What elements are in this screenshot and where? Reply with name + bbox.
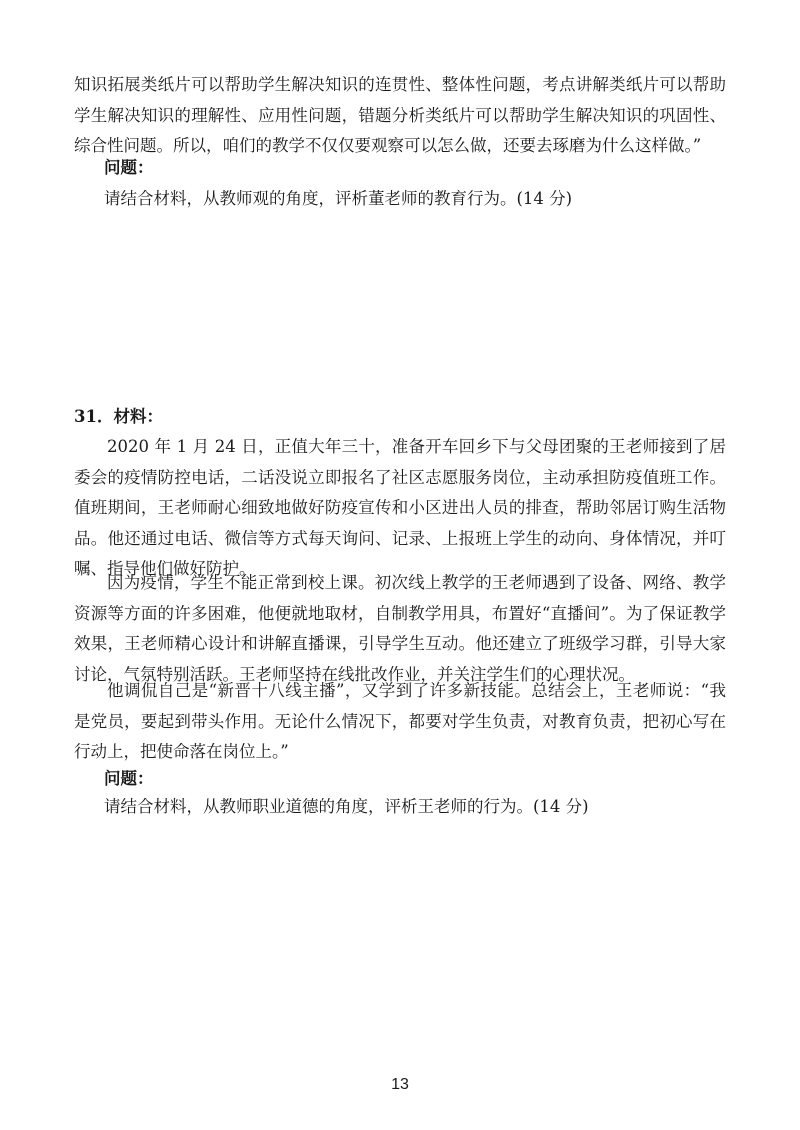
q31-question-prompt: 请结合材料，从教师职业道德的角度，评析王老师的行为。(14 分) <box>104 797 589 816</box>
page-number: 13 <box>391 1076 409 1093</box>
q31-paragraph-3: 他调侃自己是“新晋十八线主播”，又学到了许多新技能。总结会上，王老师说：“我是党员，要起到带头作用。无论什么情况下，都要对学生负责，对教育负责，把初心写在行动上，把使命落在岗位上。” <box>74 681 726 761</box>
question-label: 问题： <box>104 158 154 177</box>
continuation-paragraph: 知识拓展类纸片可以帮助学生解决知识的连贯性、整体性问题，考点讲解类纸片可以帮助学生解决知识的理解性、应用性问题，错题分析类纸片可以帮助学生解决知识的巩固性、综合性问题。所以，咱们的教学不仅仅要观察可以怎么做，还要去琢磨为什么这样做。” <box>74 75 726 155</box>
q31-heading: 31．材料： <box>74 407 163 426</box>
q31-paragraph-1: 2020 年 1 月 24 日，正值大年三十，准备开车回乡下与父母团聚的王老师接到了居委会的疫情防控电话，二话没说立即报名了社区志愿服务岗位，主动承担防疫值班工作。值班期间，王老师耐心细致地做好防疫宣传和小区进出人员的排查，帮助邻居订购生活物品。他还通过电话、微信等方式每天询问、记录、上报班上学生的动向、身体情况，并叮嘱、指导他们做好防护。 <box>74 437 726 578</box>
question-prompt: 请结合材料，从教师观的角度，评析董老师的教育行为。(14 分) <box>104 189 573 208</box>
q31-paragraph-2: 因为疫情，学生不能正常到校上课。初次线上教学的王老师遇到了设备、网络、教学资源等方面的许多困难，他便就地取材，自制教学用具，布置好“直播间”。为了保证教学效果，王老师精心设计和讲解直播课，引导学生互动。他还建立了班级学习群，引导大家讨论，气氛特别活跃。王老师坚持在线批改作业，并关注学生们的心理状况。 <box>74 573 726 684</box>
q31-question-label: 问题： <box>104 769 154 788</box>
